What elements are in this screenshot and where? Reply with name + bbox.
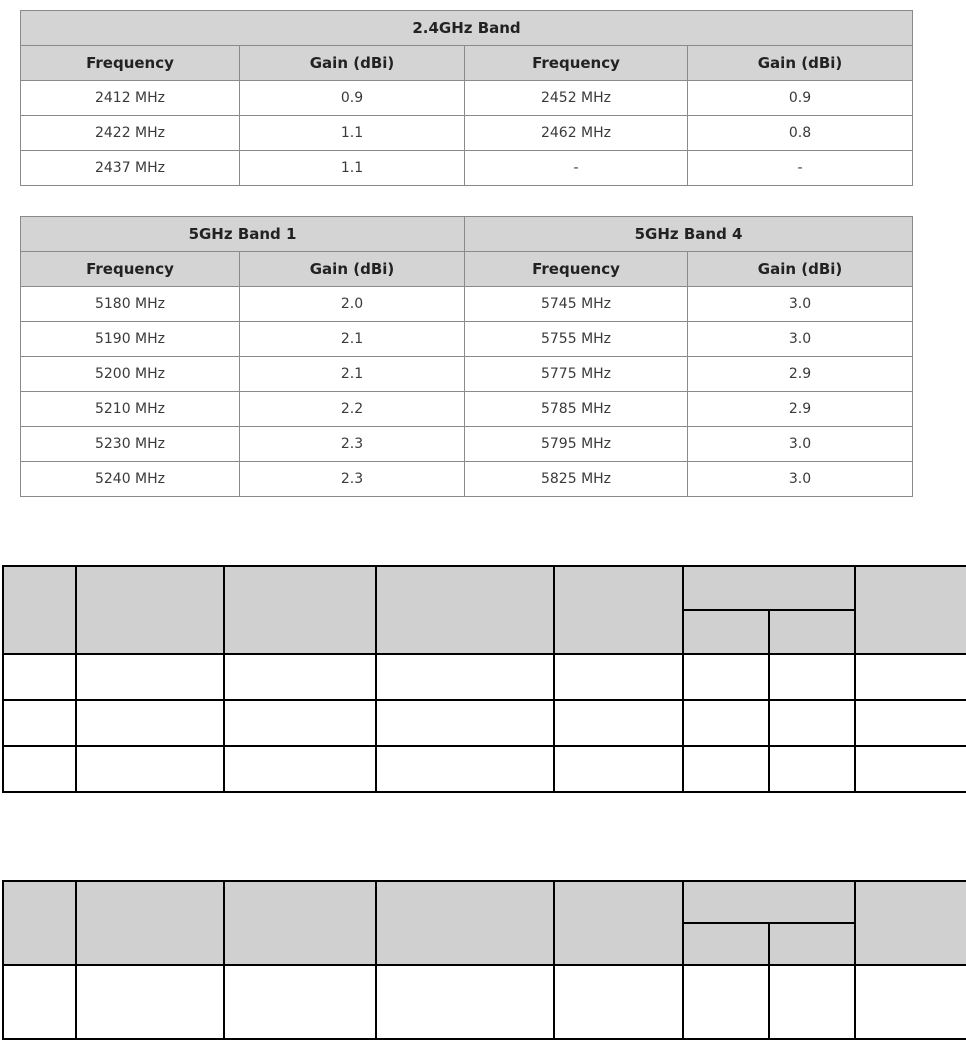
table-title: 2.4GHz Band: [21, 11, 913, 46]
table-cell: 5745 MHz: [465, 287, 688, 322]
table-cell: 0.9: [688, 81, 913, 116]
header-cell: [554, 566, 683, 654]
table-cell: 5755 MHz: [465, 322, 688, 357]
band4-title: 5GHz Band 4: [465, 217, 913, 252]
table-cell: 2422 MHz: [21, 116, 240, 151]
table-cell: 2.3: [240, 462, 465, 497]
header-subcell: [769, 610, 855, 654]
table-cell: 1.1: [240, 116, 465, 151]
table-cell: 5240 MHz: [21, 462, 240, 497]
table-cell: 3.0: [688, 322, 913, 357]
table-cell: -: [465, 151, 688, 186]
table-cell: -: [688, 151, 913, 186]
table-cell: 2.3: [240, 427, 465, 462]
table-cell: 5825 MHz: [465, 462, 688, 497]
column-header: Frequency: [465, 252, 688, 287]
header-cell: [683, 881, 855, 923]
column-header: Gain (dBi): [240, 252, 465, 287]
table-cell: 5785 MHz: [465, 392, 688, 427]
header-cell: [855, 566, 966, 654]
table-cell: 5190 MHz: [21, 322, 240, 357]
table-cell: 2.0: [240, 287, 465, 322]
table-cell: 2.2: [240, 392, 465, 427]
table-row: [3, 654, 966, 700]
table-row: [21, 287, 913, 322]
header-cell: [554, 881, 683, 965]
table-cell: 2412 MHz: [21, 81, 240, 116]
header-cell: [376, 566, 554, 654]
column-header: Frequency: [21, 252, 240, 287]
table-5ghz: [20, 216, 913, 497]
table-cell: 1.1: [240, 151, 465, 186]
table-row: [21, 116, 913, 151]
blank-table-2: [2, 880, 966, 1040]
header-cell: [855, 881, 966, 965]
table-cell: 2.1: [240, 357, 465, 392]
column-header: Frequency: [465, 46, 688, 81]
column-header: Gain (dBi): [688, 46, 913, 81]
header-cell: [76, 881, 224, 965]
table-row: [21, 151, 913, 186]
header-subcell: [683, 610, 769, 654]
table-cell: 0.9: [240, 81, 465, 116]
table-row: [3, 965, 966, 1039]
table-cell: 3.0: [688, 287, 913, 322]
header-subcell: [769, 923, 855, 965]
header-cell: [224, 881, 376, 965]
band1-title: 5GHz Band 1: [21, 217, 465, 252]
header-cell: [683, 566, 855, 610]
table-row: [3, 700, 966, 746]
table-cell: 0.8: [688, 116, 913, 151]
table-row: [3, 746, 966, 792]
table-cell: 3.0: [688, 427, 913, 462]
table-cell: 5200 MHz: [21, 357, 240, 392]
table-cell: 2.9: [688, 392, 913, 427]
header-cell: [76, 566, 224, 654]
column-header: Frequency: [21, 46, 240, 81]
column-header: Gain (dBi): [688, 252, 913, 287]
table-cell: 3.0: [688, 462, 913, 497]
table-row: [21, 462, 913, 497]
table-row: [21, 81, 913, 116]
blank-table-1: [2, 565, 966, 793]
header-cell: [3, 881, 76, 965]
table-row: [21, 322, 913, 357]
table-cell: 5180 MHz: [21, 287, 240, 322]
table-cell: 5230 MHz: [21, 427, 240, 462]
table-cell: 2.9: [688, 357, 913, 392]
table-row: [21, 392, 913, 427]
table-cell: 2.1: [240, 322, 465, 357]
table-cell: 2462 MHz: [465, 116, 688, 151]
table-row: [21, 427, 913, 462]
table-cell: 2452 MHz: [465, 81, 688, 116]
table-cell: 5775 MHz: [465, 357, 688, 392]
table-cell: 2437 MHz: [21, 151, 240, 186]
table-cell: 5795 MHz: [465, 427, 688, 462]
header-cell: [376, 881, 554, 965]
table-cell: 5210 MHz: [21, 392, 240, 427]
column-header: Gain (dBi): [240, 46, 465, 81]
table-2-4ghz: [20, 10, 913, 186]
header-subcell: [683, 923, 769, 965]
table-row: [21, 357, 913, 392]
header-cell: [3, 566, 76, 654]
header-cell: [224, 566, 376, 654]
